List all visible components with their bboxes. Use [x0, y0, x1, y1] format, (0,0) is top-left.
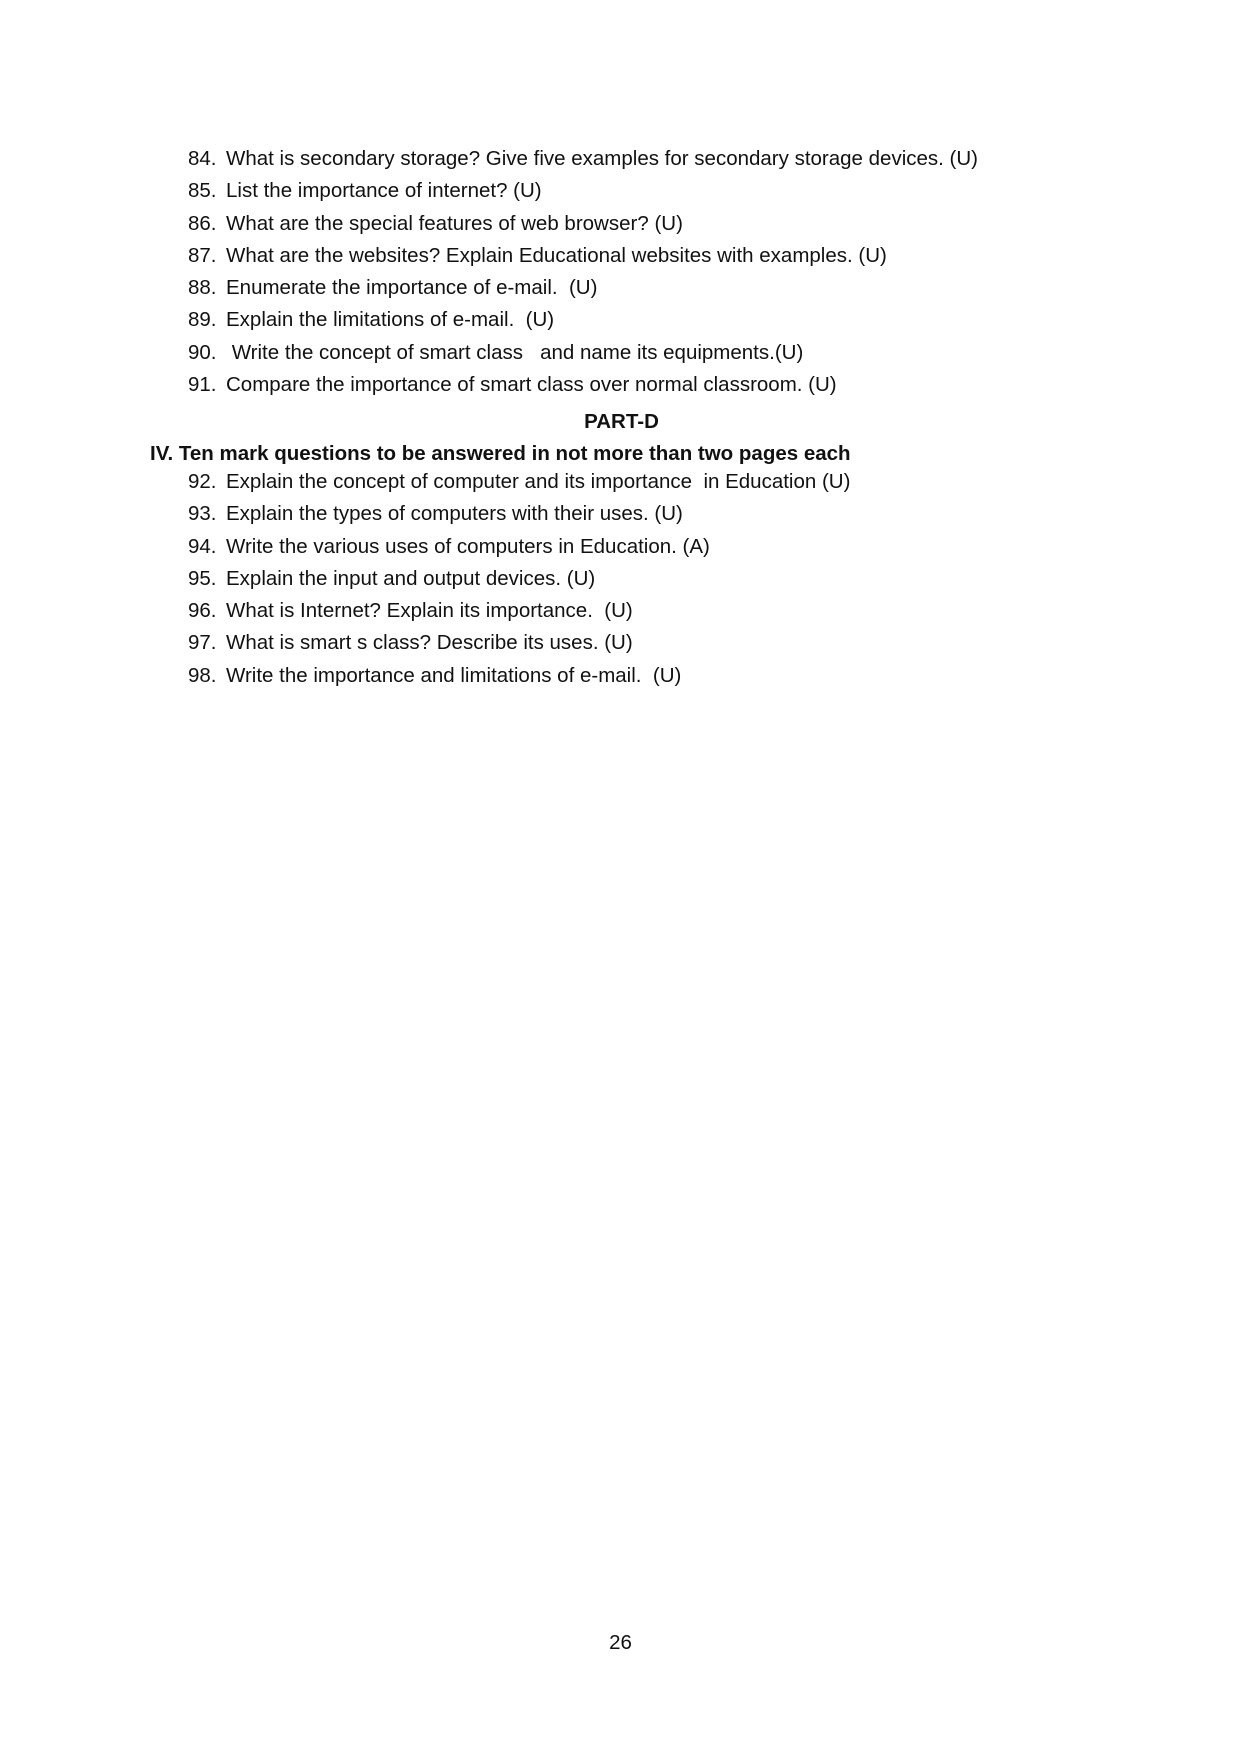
list-item: [0, 147, 1241, 179]
question-text: What are the websites? Explain Educational websites with examples. (U): [226, 243, 887, 267]
question-number: 85.: [188, 179, 217, 203]
question-list-part-d: [0, 470, 1241, 696]
question-text: Write the concept of smart class and name its equipments.(U): [226, 340, 804, 364]
list-item: [0, 664, 1241, 696]
question-text: What is secondary storage? Give five examples for secondary storage devices. (U): [226, 147, 978, 170]
question-text: Enumerate the importance of e-mail. (U): [226, 276, 598, 300]
question-text: Compare the importance of smart class over normal classroom. (U): [226, 373, 837, 397]
list-item: [0, 276, 1241, 308]
question-list-part-c: [0, 147, 1241, 405]
question-number: 97.: [188, 631, 217, 655]
question-text: Explain the limitations of e-mail. (U): [226, 308, 555, 332]
list-item: [0, 341, 1241, 373]
list-item: [0, 470, 1241, 502]
question-number: 91.: [188, 373, 217, 397]
question-number: 95.: [188, 566, 217, 590]
question-text: Write the various uses of computers in Education. (A): [226, 534, 710, 558]
question-number: 92.: [188, 470, 217, 493]
question-number: 96.: [188, 599, 217, 623]
list-item: [0, 599, 1241, 631]
list-item: [0, 373, 1241, 405]
list-item: [0, 502, 1241, 534]
question-text: What is smart s class? Describe its uses. (U): [226, 631, 633, 655]
question-text: Write the importance and limitations of e-mail. (U): [226, 663, 682, 687]
question-text: List the importance of internet? (U): [226, 179, 542, 203]
question-text: What are the special features of web browser? (U): [226, 211, 683, 235]
question-number: 87.: [188, 243, 217, 267]
question-text: Explain the input and output devices. (U): [226, 566, 596, 590]
question-number: 93.: [188, 502, 217, 526]
question-text: What is Internet? Explain its importance. (U): [226, 599, 633, 623]
page-number: 26: [609, 1631, 632, 1654]
part-d-heading: PART-D: [584, 410, 659, 433]
question-number: 88.: [188, 276, 217, 300]
list-item: [0, 212, 1241, 244]
list-item: [0, 244, 1241, 276]
list-item: [0, 179, 1241, 211]
list-item: [0, 567, 1241, 599]
list-item: [0, 631, 1241, 663]
section-title: IV. Ten mark questions to be answered in not more than two pages each: [150, 442, 851, 465]
question-number: 98.: [188, 663, 217, 687]
question-number: 89.: [188, 308, 217, 332]
list-item: [0, 308, 1241, 340]
question-number: 86.: [188, 211, 217, 235]
question-number: 94.: [188, 534, 217, 558]
question-text: Explain the types of computers with their uses. (U): [226, 502, 683, 526]
question-text: Explain the concept of computer and its importance in Education (U): [226, 470, 851, 493]
list-item: [0, 535, 1241, 567]
question-number: 84.: [188, 147, 217, 170]
question-number: 90.: [188, 340, 217, 364]
